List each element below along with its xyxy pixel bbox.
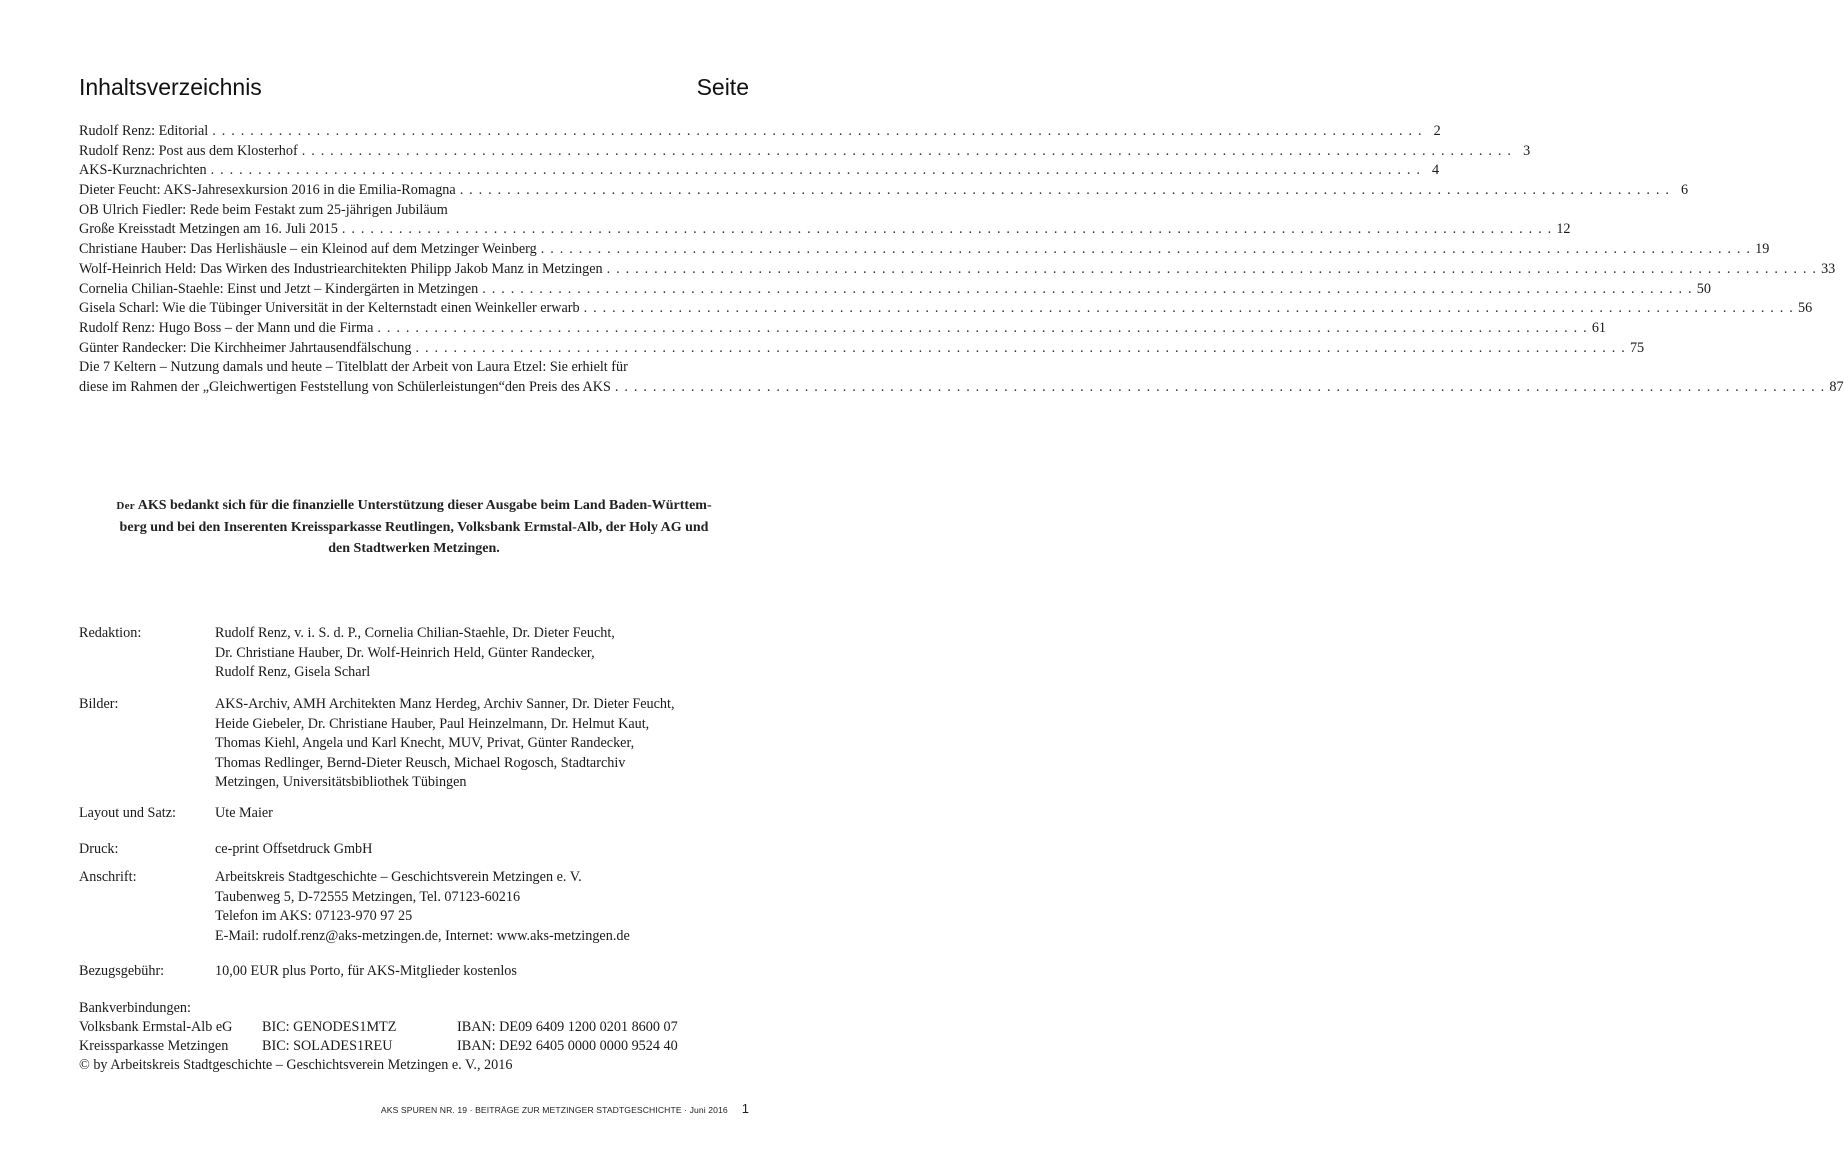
toc-entry-title: Rudolf Renz: Hugo Boss – der Mann und die Firma [79, 319, 374, 336]
toc-entry-title: Cornelia Chilian-Staehle: Einst und Jetzt – Kindergärten in Metzingen [79, 280, 479, 297]
toc-entry-page: 75 [1629, 339, 1645, 356]
toc-entry[interactable] [79, 339, 1645, 359]
imprint-value [215, 624, 749, 683]
bank-row [79, 1018, 749, 1037]
toc-entry[interactable] [79, 181, 1689, 201]
toc-entry-page: 3 [1523, 142, 1531, 159]
toc-entry-title-line1: Die 7 Keltern – Nutzung damals und heute – Titelblatt der Arbeit von Laura Etzel: Sie erhielt für [79, 359, 628, 376]
imprint-value [215, 804, 749, 824]
toc-entry-page: 33 [1821, 260, 1836, 277]
leader-dots: . . . . . . . . . . . . . . . . . . . . . . . . . . . . . . . . . . . . . . . . . . . . . . . . . . . . . . . . . . . . . . . . . . . . . . . . . . . . . . . . . . . . . . . . . . . . . . . . . . . . . . . . . . . . . . . . . . . . . . . . . . . . . . . . [482, 280, 1693, 297]
toc-page-heading: Seite [696, 74, 749, 100]
toc-entry-page: 56 [1798, 300, 1813, 317]
bank-bic: BIC: SOLADES1REU [262, 1038, 393, 1054]
toc-entry-title: Rudolf Renz: Post aus dem Klosterhof [79, 142, 298, 159]
acknowledgement-line: den Stadtwerken Metzingen. [328, 541, 500, 556]
leader-dots: . . . . . . . . . . . . . . . . . . . . . . . . . . . . . . . . . . . . . . . . . . . . . . . . . . . . . . . . . . . . . . . . . . . . . . . . . . . . . . . . . . . . . . . . . . . . . . . . . . . . . . . . . . . . . . . . . . . . . . . . . . . . . . . . [377, 319, 1588, 336]
imprint-line: Thomas Redlinger, Bernd-Dieter Reusch, Michael Rogosch, Stadtarchiv [215, 754, 626, 771]
imprint-line: Ute Maier [215, 805, 273, 821]
toc-entry[interactable] [79, 240, 1770, 260]
imprint-label: Layout und Satz: [79, 805, 176, 821]
imprint-value [215, 868, 749, 946]
copyright: © by Arbeitskreis Stadtgeschichte – Geschichtsverein Metzingen e. V., 2016 [79, 1057, 513, 1073]
toc-entry-page: 61 [1591, 319, 1607, 336]
toc-entry-title: AKS-Kurznachrichten [79, 162, 207, 179]
bank-name: Kreissparkasse Metzingen [79, 1038, 229, 1054]
toc-entry-title: Gisela Scharl: Wie die Tübinger Universität in der Kelternstadt einen Weinkeller erwarb [79, 300, 580, 317]
imprint-label: Bilder: [79, 696, 119, 712]
bank-bic: BIC: GENODES1MTZ [262, 1019, 397, 1035]
toc-entry-title: Günter Randecker: Die Kirchheimer Jahrtausendfälschung [79, 339, 412, 356]
toc-entry-page: 50 [1696, 280, 1711, 297]
toc-entry[interactable] [79, 378, 1844, 398]
leader-dots: . . . . . . . . . . . . . . . . . . . . . . . . . . . . . . . . . . . . . . . . . . . . . . . . . . . . . . . . . . . . . . . . . . . . . . . . . . . . . . . . . . . . . . . . . . . . . . . . . . . . . . . . . . . . . . . . . . . . . . . . . . . . . . . . [212, 123, 1423, 139]
toc-entry-page: 2 [1433, 123, 1441, 139]
imprint-line: Taubenweg 5, D-72555 Metzingen, Tel. 07123-60216 [215, 888, 521, 905]
imprint-label: Bezugsgebühr: [79, 963, 165, 979]
imprint-label: Anschrift: [79, 869, 137, 885]
imprint-value [215, 962, 749, 982]
leader-dots: . . . . . . . . . . . . . . . . . . . . . . . . . . . . . . . . . . . . . . . . . . . . . . . . . . . . . . . . . . . . . . . . . . . . . . . . . . . . . . . . . . . . . . . . . . . . . . . . . . . . . . . . . . . . . . . . . . . . . . . . . . . . . . . . [540, 241, 1752, 258]
toc-entry[interactable] [79, 280, 1711, 300]
bank-iban: IBAN: DE92 6405 0000 0000 9524 40 [457, 1038, 678, 1054]
bank-heading: Bankverbindungen: [79, 1000, 191, 1016]
toc-entry[interactable] [79, 122, 1441, 142]
imprint-value [215, 695, 749, 793]
imprint-label: Redaktion: [79, 625, 142, 641]
toc-entry-page: 87 [1829, 378, 1844, 395]
page-number: 1 [741, 1101, 749, 1116]
toc-entry[interactable] [79, 299, 1813, 319]
imprint-line: Arbeitskreis Stadtgeschichte – Geschichtsverein Metzingen e. V. [215, 869, 582, 885]
imprint-line: Rudolf Renz, v. i. S. d. P., Cornelia Chilian-Staehle, Dr. Dieter Feucht, [215, 625, 615, 641]
toc-entry[interactable] [79, 319, 1607, 339]
imprint-line: Rudolf Renz, Gisela Scharl [215, 664, 371, 680]
leader-dots: . . . . . . . . . . . . . . . . . . . . . . . . . . . . . . . . . . . . . . . . . . . . . . . . . . . . . . . . . . . . . . . . . . . . . . . . . . . . . . . . . . . . . . . . . . . . . . . . . . . . . . . . . . . . . . . . . . . . . . . . . . . . . . . . [210, 162, 1422, 179]
acknowledgement [79, 495, 749, 559]
toc-entry-title: Dieter Feucht: AKS-Jahresexkursion 2016 in die Emilia-Romagna [79, 182, 456, 199]
toc-entry-title: Rudolf Renz: Editorial [79, 123, 209, 139]
toc-entry[interactable] [79, 260, 1836, 280]
acknowledgement-lead: Der [116, 500, 135, 512]
toc-entry-title: diese im Rahmen der „Gleichwertigen Feststellung von Schülerleistungen“den Preis des AKS [79, 378, 611, 395]
toc-entry[interactable] [79, 142, 1531, 162]
imprint-line: Telefon im AKS: 07123-970 97 25 [215, 908, 413, 924]
imprint-label: Druck: [79, 841, 119, 857]
toc-entry[interactable] [79, 220, 1571, 240]
bank-details [79, 999, 749, 1075]
leader-dots: . . . . . . . . . . . . . . . . . . . . . . . . . . . . . . . . . . . . . . . . . . . . . . . . . . . . . . . . . . . . . . . . . . . . . . . . . . . . . . . . . . . . . . . . . . . . . . . . . . . . . . . . . . . . . . . . . . . . . . . . . . . . . . . . [606, 260, 1818, 277]
toc-entry-page: 4 [1432, 162, 1440, 179]
bank-row [79, 1037, 749, 1056]
imprint-value [215, 840, 749, 860]
page-footer [381, 1101, 749, 1116]
toc-entry[interactable] [79, 161, 1440, 181]
imprint-line: 10,00 EUR plus Porto, für AKS-Mitglieder kostenlos [215, 963, 517, 979]
toc-entry-page: 19 [1755, 241, 1770, 258]
imprint-line: Thomas Kiehl, Angela und Karl Knecht, MUV, Privat, Günter Randecker, [215, 735, 635, 751]
leader-dots: . . . . . . . . . . . . . . . . . . . . . . . . . . . . . . . . . . . . . . . . . . . . . . . . . . . . . . . . . . . . . . . . . . . . . . . . . . . . . . . . . . . . . . . . . . . . . . . . . . . . . . . . . . . . . . . . . . . . . . . . . . . . . . . . [301, 142, 1513, 159]
leader-dots: . . . . . . . . . . . . . . . . . . . . . . . . . . . . . . . . . . . . . . . . . . . . . . . . . . . . . . . . . . . . . . . . . . . . . . . . . . . . . . . . . . . . . . . . . . . . . . . . . . . . . . . . . . . . . . . . . . . . . . . . . . . . . . . . [341, 221, 1553, 238]
leader-dots: . . . . . . . . . . . . . . . . . . . . . . . . . . . . . . . . . . . . . . . . . . . . . . . . . . . . . . . . . . . . . . . . . . . . . . . . . . . . . . . . . . . . . . . . . . . . . . . . . . . . . . . . . . . . . . . . . . . . . . . . . . . . . . . . [583, 300, 1795, 317]
toc-entry-page: 6 [1681, 182, 1689, 199]
leader-dots: . . . . . . . . . . . . . . . . . . . . . . . . . . . . . . . . . . . . . . . . . . . . . . . . . . . . . . . . . . . . . . . . . . . . . . . . . . . . . . . . . . . . . . . . . . . . . . . . . . . . . . . . . . . . . . . . . . . . . . . . . . . . . . . . [415, 339, 1626, 356]
imprint-line: AKS-Archiv, AMH Architekten Manz Herdeg, Archiv Sanner, Dr. Dieter Feucht, [215, 696, 675, 712]
imprint-line: Metzingen, Universitätsbibliothek Tübingen [215, 774, 467, 790]
bank-name: Volksbank Ermstal-Alb eG [79, 1019, 233, 1035]
toc-entry-title: Christiane Hauber: Das Herlishäusle – ein Kleinod auf dem Metzinger Weinberg [79, 241, 537, 258]
imprint-line: E-Mail: rudolf.renz@aks-metzingen.de, Internet: www.aks-metzingen.de [215, 927, 630, 944]
toc-entry-title: Wolf-Heinrich Held: Das Wirken des Industriearchitekten Philipp Jakob Manz in Metzingen [79, 260, 603, 277]
imprint-line: ce-print Offsetdruck GmbH [215, 841, 373, 857]
acknowledgement-text: AKS bedankt sich für die finanzielle Unterstützung dieser Ausgabe beim Land Baden-Württem- [137, 498, 712, 513]
bank-iban: IBAN: DE09 6409 1200 0201 8600 07 [457, 1019, 678, 1035]
toc-entry-title-line1: OB Ulrich Fiedler: Rede beim Festakt zum 25-jährigen Jubiläum [79, 201, 448, 218]
imprint-line: Heide Giebeler, Dr. Christiane Hauber, Paul Heinzelmann, Dr. Helmut Kaut, [215, 715, 650, 732]
toc-title: Inhaltsverzeichnis [79, 74, 262, 100]
acknowledgement-line [79, 495, 749, 517]
acknowledgement-line: berg und bei den Inserenten Kreissparkasse Reutlingen, Volksbank Ermstal-Alb, der Holy AG und [119, 520, 709, 535]
leader-dots: . . . . . . . . . . . . . . . . . . . . . . . . . . . . . . . . . . . . . . . . . . . . . . . . . . . . . . . . . . . . . . . . . . . . . . . . . . . . . . . . . . . . . . . . . . . . . . . . . . . . . . . . . . . . . . . . . . . . . . . . . . . . . . . . [459, 182, 1671, 199]
imprint-line: Dr. Christiane Hauber, Dr. Wolf-Heinrich Held, Günter Randecker, [215, 644, 595, 661]
footer-text: AKS SPUREN NR. 19 · BEITRÄGE ZUR METZINGER STADTGESCHICHTE · Juni 2016 [380, 1105, 728, 1115]
toc-header [79, 74, 749, 101]
toc-entry-title: Große Kreisstadt Metzingen am 16. Juli 2015 [79, 221, 338, 238]
toc-entry-page: 12 [1556, 221, 1571, 238]
leader-dots: . . . . . . . . . . . . . . . . . . . . . . . . . . . . . . . . . . . . . . . . . . . . . . . . . . . . . . . . . . . . . . . . . . . . . . . . . . . . . . . . . . . . . . . . . . . . . . . . . . . . . . . . . . . . . . . . . . . . . . . . . . . . . . . . [614, 378, 1826, 395]
table-of-contents [79, 122, 1844, 398]
